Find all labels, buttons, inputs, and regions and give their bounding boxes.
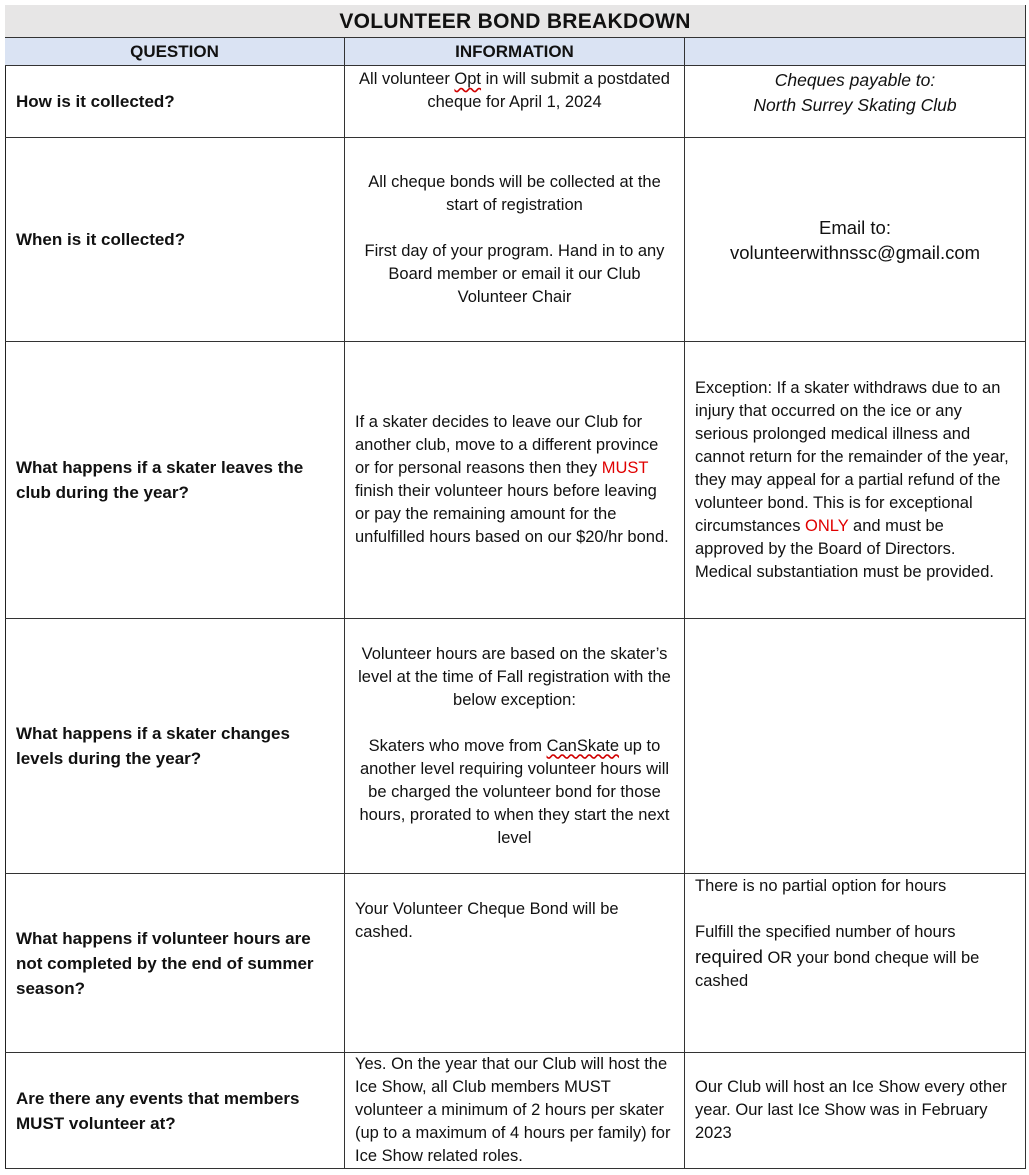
info-paragraph-2: First day of your program. Hand in to any Board member or email it our Club Volunteer Chair	[364, 241, 665, 306]
club-name: North Surrey Skating Club	[753, 95, 957, 115]
question-text: Are there any events that members MUST volunteer at?	[16, 1088, 300, 1133]
info-text-part: All volunteer	[359, 70, 455, 88]
email-address[interactable]: volunteerwithnssc@gmail.com	[729, 241, 981, 263]
required-word: required	[695, 946, 763, 967]
info-text-part: up to another level requiring volunteer hours will be charged the volunteer bond for those hours, prorated to when they start the next level	[359, 736, 670, 847]
must-emphasis: MUST	[601, 459, 649, 477]
question-text: What happens if volunteer hours are not completed by the end of summer season?	[16, 928, 314, 998]
row-2-note	[685, 138, 1026, 342]
email-to-label: Email to:	[819, 216, 891, 238]
question-text: What happens if a skater leaves the club during the year?	[16, 458, 304, 502]
row-5-note	[685, 874, 1026, 1053]
row-1-question	[5, 66, 345, 138]
question-text: What happens if a skater changes levels during the year?	[16, 724, 290, 768]
only-emphasis: ONLY	[805, 516, 849, 535]
note-text-part: and must be approved by the Board of Directors. Medical substantiation must be provided.	[695, 516, 994, 581]
paragraph-gap	[695, 898, 1015, 921]
row-3-note	[685, 342, 1026, 619]
paragraph-gap	[355, 217, 674, 240]
row-3-question	[5, 342, 345, 619]
spellcheck-word: CanSkate	[546, 736, 620, 755]
row-1-note	[685, 66, 1026, 138]
note-paragraph-1: There is no partial option for hours	[695, 877, 947, 895]
question-text: How is it collected?	[16, 92, 175, 111]
header-question-label: QUESTION	[130, 42, 219, 61]
row-4-question	[5, 619, 345, 874]
header-information	[345, 38, 685, 66]
row-4-information	[345, 619, 685, 874]
note-text-part: Fulfill the specified number of hours	[695, 923, 956, 941]
row-6-information	[345, 1053, 685, 1169]
info-paragraph-1: Volunteer hours are based on the skater’s level at the time of Fall registration with the below exception:	[358, 644, 671, 709]
info-text-part: finish their volunteer hours before leaving or pay the remaining amount for the unfulfilled hours based on our $20/hr bond.	[355, 482, 669, 546]
table-title	[5, 5, 1026, 38]
header-information-label: INFORMATION	[455, 42, 574, 61]
row-1-information	[345, 66, 685, 138]
header-question	[5, 38, 345, 66]
row-4-note	[685, 619, 1026, 874]
note-paragraph-2	[695, 921, 1015, 993]
row-2-question	[5, 138, 345, 342]
title-text: VOLUNTEER BOND BREAKDOWN	[339, 9, 691, 33]
row-2-information	[345, 138, 685, 342]
cheques-payable-label: Cheques payable to:	[774, 70, 936, 90]
note-text-part: OR your bond cheque will be cashed	[695, 949, 980, 990]
header-notes	[685, 38, 1026, 66]
info-text	[355, 68, 674, 114]
row-3-information	[345, 342, 685, 619]
info-text: Your Volunteer Cheque Bond will be cashed.	[355, 900, 619, 941]
info-text-part: in will submit a postdated cheque for April 1, 2024	[427, 70, 670, 111]
question-text: When is it collected?	[16, 230, 186, 249]
row-5-question	[5, 874, 345, 1053]
info-text	[355, 411, 674, 549]
info-text-part: Skaters who move from	[368, 736, 547, 755]
info-paragraph-1: All cheque bonds will be collected at the start of registration	[368, 172, 661, 214]
note-text: Our Club will host an Ice Show every other year. Our last Ice Show was in February 2023	[695, 1078, 1007, 1142]
paragraph-gap	[355, 712, 674, 735]
exception-text	[695, 377, 1015, 584]
row-5-information	[345, 874, 685, 1053]
info-text-part: If a skater decides to leave our Club for another club, move to a different province or for personal reasons then they	[355, 413, 659, 477]
row-6-question	[5, 1053, 345, 1169]
info-text: Yes. On the year that our Club will host the Ice Show, all Club members MUST volunteer a minimum of 2 hours per skater (up to a maximum of 4 hours per family) for Ice Show related roles.	[355, 1055, 671, 1165]
row-6-note	[685, 1053, 1026, 1169]
spellcheck-word: Opt	[454, 70, 482, 88]
info-paragraph-2	[355, 735, 674, 850]
note-text-part: Exception: If a skater withdraws due to an injury that occurred on the ice or any serious prolonged medical illness and cannot return for the remainder of the year, they may appeal for a partial refund of the volunteer bond. This is for exceptional circumstances	[695, 378, 1009, 535]
